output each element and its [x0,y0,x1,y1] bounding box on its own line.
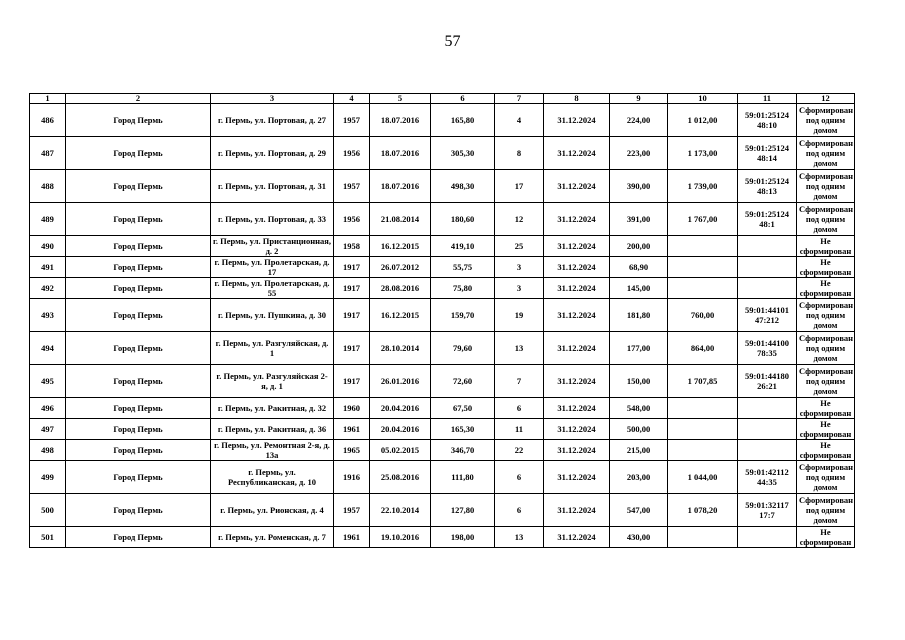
value2-cell: 1 044,00 [668,461,738,494]
residents-cell: 19 [495,299,544,332]
cadastral-number-cell [738,398,797,419]
deadline-cell: 31.12.2024 [544,299,610,332]
row-number: 497 [30,419,66,440]
value-cell: 145,00 [610,278,668,299]
address-cell: г. Пермь, ул. Рионская, д. 4 [211,494,334,527]
date-cell: 19.10.2016 [370,527,431,548]
city-cell: Город Пермь [66,104,211,137]
value-cell: 500,00 [610,419,668,440]
deadline-cell: 31.12.2024 [544,170,610,203]
value2-cell [668,440,738,461]
value-cell: 215,00 [610,440,668,461]
row-number: 495 [30,365,66,398]
status-cell: Не сформирован [797,419,855,440]
address-cell: г. Пермь, ул. Роменская, д. 7 [211,527,334,548]
area-cell: 180,60 [431,203,495,236]
value2-cell [668,278,738,299]
value-cell: 390,00 [610,170,668,203]
cadastral-number-cell [738,257,797,278]
year-built-cell: 1917 [334,332,370,365]
cadastral-number-cell: 59:01:42112 44:35 [738,461,797,494]
date-cell: 18.07.2016 [370,170,431,203]
table-row [30,170,855,203]
address-cell: г. Пермь, ул. Пролетарская, д. 17 [211,257,334,278]
area-cell: 419,10 [431,236,495,257]
date-cell: 16.12.2015 [370,236,431,257]
status-cell: Сформирован под одним домом [797,365,855,398]
area-cell: 346,70 [431,440,495,461]
residents-cell: 6 [495,461,544,494]
address-cell: г. Пермь, ул. Портовая, д. 27 [211,104,334,137]
address-cell: г. Пермь, ул. Портовая, д. 31 [211,170,334,203]
address-cell: г. Пермь, ул. Пролетарская, д. 55 [211,278,334,299]
address-cell: г. Пермь, ул. Ремонтная 2-я, д. 13а [211,440,334,461]
city-cell: Город Пермь [66,257,211,278]
residents-cell: 7 [495,365,544,398]
date-cell: 16.12.2015 [370,299,431,332]
status-cell: Не сформирован [797,398,855,419]
housing-register-table [29,93,855,548]
table-row [30,299,855,332]
cadastral-number-cell: 59:01:25124 48:1 [738,203,797,236]
year-built-cell: 1965 [334,440,370,461]
column-header: 12 [797,94,855,104]
cadastral-number-cell [738,419,797,440]
value2-cell: 1 173,00 [668,137,738,170]
residents-cell: 13 [495,527,544,548]
value2-cell: 1 012,00 [668,104,738,137]
value-cell: 150,00 [610,365,668,398]
cadastral-number-cell: 59:01:44101 47:212 [738,299,797,332]
city-cell: Город Пермь [66,203,211,236]
date-cell: 26.01.2016 [370,365,431,398]
status-cell: Сформирован под одним домом [797,170,855,203]
value-cell: 430,00 [610,527,668,548]
residents-cell: 4 [495,104,544,137]
row-number: 492 [30,278,66,299]
table-row [30,398,855,419]
value2-cell [668,398,738,419]
year-built-cell: 1956 [334,203,370,236]
year-built-cell: 1917 [334,365,370,398]
table-row [30,137,855,170]
address-cell: г. Пермь, ул. Разгуляйская 2-я, д. 1 [211,365,334,398]
year-built-cell: 1917 [334,257,370,278]
city-cell: Город Пермь [66,170,211,203]
column-header: 3 [211,94,334,104]
column-number-header-row [30,94,855,104]
value-cell: 200,00 [610,236,668,257]
city-cell: Город Пермь [66,299,211,332]
table-row [30,419,855,440]
address-cell: г. Пермь, ул. Портовая, д. 29 [211,137,334,170]
city-cell: Город Пермь [66,332,211,365]
table-row [30,440,855,461]
year-built-cell: 1916 [334,461,370,494]
table-row [30,203,855,236]
date-cell: 28.10.2014 [370,332,431,365]
deadline-cell: 31.12.2024 [544,398,610,419]
year-built-cell: 1958 [334,236,370,257]
date-cell: 18.07.2016 [370,137,431,170]
address-cell: г. Пермь, ул. Ракитная, д. 32 [211,398,334,419]
value2-cell: 1 078,20 [668,494,738,527]
area-cell: 55,75 [431,257,495,278]
date-cell: 20.04.2016 [370,419,431,440]
address-cell: г. Пермь, ул. Портовая, д. 33 [211,203,334,236]
row-number: 498 [30,440,66,461]
year-built-cell: 1961 [334,419,370,440]
value2-cell: 1 739,00 [668,170,738,203]
deadline-cell: 31.12.2024 [544,203,610,236]
cadastral-number-cell: 59:01:25124 48:13 [738,170,797,203]
area-cell: 75,80 [431,278,495,299]
status-cell: Сформирован под одним домом [797,494,855,527]
cadastral-number-cell [738,527,797,548]
status-cell: Сформирован под одним домом [797,461,855,494]
year-built-cell: 1956 [334,137,370,170]
area-cell: 72,60 [431,365,495,398]
status-cell: Не сформирован [797,440,855,461]
value-cell: 177,00 [610,332,668,365]
column-header: 1 [30,94,66,104]
residents-cell: 3 [495,278,544,299]
deadline-cell: 31.12.2024 [544,332,610,365]
date-cell: 18.07.2016 [370,104,431,137]
date-cell: 26.07.2012 [370,257,431,278]
address-cell: г. Пермь, ул. Пристанционная, д. 2 [211,236,334,257]
deadline-cell: 31.12.2024 [544,278,610,299]
area-cell: 111,80 [431,461,495,494]
year-built-cell: 1917 [334,278,370,299]
address-cell: г. Пермь, ул. Пушкина, д. 30 [211,299,334,332]
residents-cell: 6 [495,398,544,419]
year-built-cell: 1961 [334,527,370,548]
cadastral-number-cell: 59:01:25124 48:10 [738,104,797,137]
table-row [30,278,855,299]
area-cell: 67,50 [431,398,495,419]
year-built-cell: 1957 [334,494,370,527]
area-cell: 498,30 [431,170,495,203]
column-header: 11 [738,94,797,104]
row-number: 496 [30,398,66,419]
deadline-cell: 31.12.2024 [544,104,610,137]
city-cell: Город Пермь [66,278,211,299]
column-header: 8 [544,94,610,104]
cadastral-number-cell: 59:01:44180 26:21 [738,365,797,398]
value-cell: 203,00 [610,461,668,494]
area-cell: 305,30 [431,137,495,170]
cadastral-number-cell [738,278,797,299]
column-header: 9 [610,94,668,104]
deadline-cell: 31.12.2024 [544,365,610,398]
table-row [30,461,855,494]
status-cell: Не сформирован [797,278,855,299]
city-cell: Город Пермь [66,419,211,440]
table-row [30,494,855,527]
address-cell: г. Пермь, ул. Разгуляйская, д. 1 [211,332,334,365]
date-cell: 25.08.2016 [370,461,431,494]
residents-cell: 13 [495,332,544,365]
value2-cell: 760,00 [668,299,738,332]
row-number: 493 [30,299,66,332]
address-cell: г. Пермь, ул. Республиканская, д. 10 [211,461,334,494]
value-cell: 224,00 [610,104,668,137]
cadastral-number-cell [738,236,797,257]
year-built-cell: 1957 [334,170,370,203]
deadline-cell: 31.12.2024 [544,236,610,257]
residents-cell: 11 [495,419,544,440]
status-cell: Сформирован под одним домом [797,203,855,236]
status-cell: Сформирован под одним домом [797,299,855,332]
table-row [30,104,855,137]
city-cell: Город Пермь [66,398,211,419]
page-number: 57 [444,33,461,50]
row-number: 499 [30,461,66,494]
value2-cell [668,257,738,278]
column-header: 5 [370,94,431,104]
row-number: 491 [30,257,66,278]
table-body [30,104,855,548]
value2-cell [668,236,738,257]
table-row [30,527,855,548]
date-cell: 22.10.2014 [370,494,431,527]
table-row [30,236,855,257]
residents-cell: 6 [495,494,544,527]
date-cell: 05.02.2015 [370,440,431,461]
date-cell: 28.08.2016 [370,278,431,299]
table-row [30,257,855,278]
status-cell: Сформирован под одним домом [797,137,855,170]
address-cell: г. Пермь, ул. Ракитная, д. 36 [211,419,334,440]
status-cell: Не сформирован [797,257,855,278]
value2-cell: 864,00 [668,332,738,365]
row-number: 488 [30,170,66,203]
date-cell: 21.08.2014 [370,203,431,236]
value-cell: 547,00 [610,494,668,527]
city-cell: Город Пермь [66,236,211,257]
row-number: 487 [30,137,66,170]
row-number: 501 [30,527,66,548]
column-header: 6 [431,94,495,104]
deadline-cell: 31.12.2024 [544,440,610,461]
city-cell: Город Пермь [66,494,211,527]
column-header: 10 [668,94,738,104]
area-cell: 79,60 [431,332,495,365]
deadline-cell: 31.12.2024 [544,419,610,440]
value-cell: 223,00 [610,137,668,170]
value-cell: 181,80 [610,299,668,332]
value2-cell [668,527,738,548]
residents-cell: 22 [495,440,544,461]
city-cell: Город Пермь [66,440,211,461]
deadline-cell: 31.12.2024 [544,137,610,170]
residents-cell: 8 [495,137,544,170]
deadline-cell: 31.12.2024 [544,257,610,278]
row-number: 500 [30,494,66,527]
area-cell: 165,80 [431,104,495,137]
year-built-cell: 1957 [334,104,370,137]
date-cell: 20.04.2016 [370,398,431,419]
area-cell: 198,00 [431,527,495,548]
column-header: 7 [495,94,544,104]
residents-cell: 25 [495,236,544,257]
deadline-cell: 31.12.2024 [544,461,610,494]
status-cell: Сформирован под одним домом [797,332,855,365]
cadastral-number-cell: 59:01:25124 48:14 [738,137,797,170]
residents-cell: 17 [495,170,544,203]
value-cell: 68,90 [610,257,668,278]
value-cell: 391,00 [610,203,668,236]
deadline-cell: 31.12.2024 [544,527,610,548]
table-row [30,365,855,398]
status-cell: Не сформирован [797,236,855,257]
cadastral-number-cell: 59:01:44100 78:35 [738,332,797,365]
status-cell: Сформирован под одним домом [797,104,855,137]
residents-cell: 3 [495,257,544,278]
value2-cell [668,419,738,440]
city-cell: Город Пермь [66,461,211,494]
city-cell: Город Пермь [66,365,211,398]
column-header: 2 [66,94,211,104]
deadline-cell: 31.12.2024 [544,494,610,527]
year-built-cell: 1960 [334,398,370,419]
year-built-cell: 1917 [334,299,370,332]
area-cell: 159,70 [431,299,495,332]
area-cell: 165,30 [431,419,495,440]
row-number: 494 [30,332,66,365]
cadastral-number-cell: 59:01:32117 17:7 [738,494,797,527]
column-header: 4 [334,94,370,104]
status-cell: Не сформирован [797,527,855,548]
table-row [30,332,855,365]
row-number: 486 [30,104,66,137]
city-cell: Город Пермь [66,527,211,548]
area-cell: 127,80 [431,494,495,527]
row-number: 489 [30,203,66,236]
residents-cell: 12 [495,203,544,236]
row-number: 490 [30,236,66,257]
value2-cell: 1 707,85 [668,365,738,398]
value2-cell: 1 767,00 [668,203,738,236]
cadastral-number-cell [738,440,797,461]
value-cell: 548,00 [610,398,668,419]
city-cell: Город Пермь [66,137,211,170]
